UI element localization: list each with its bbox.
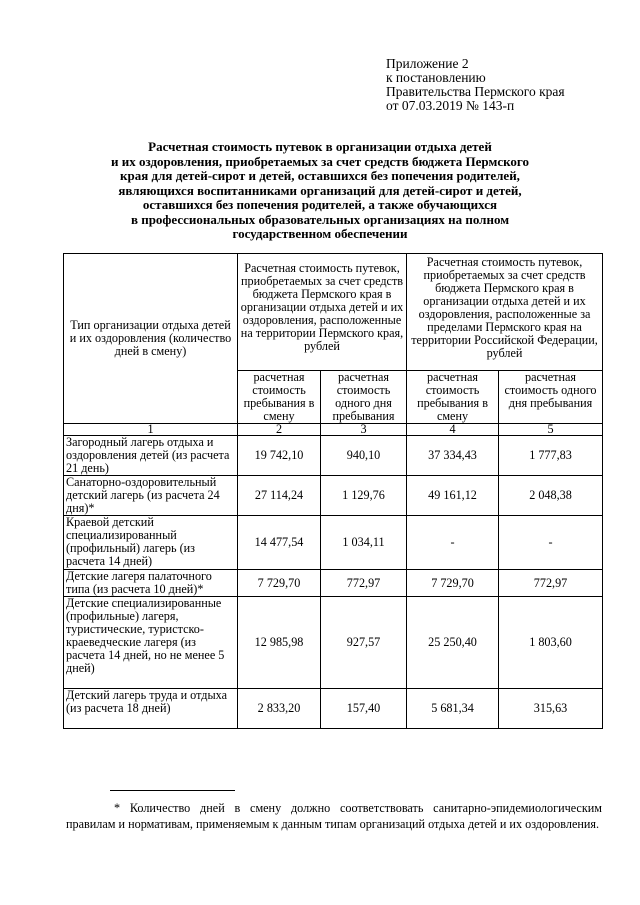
cost-in-shift: 27 114,24 xyxy=(238,476,321,516)
cost-out-shift: 7 729,70 xyxy=(407,570,499,597)
appendix-line: Приложение 2 xyxy=(386,56,469,71)
table-row xyxy=(64,476,603,516)
column-number: 2 xyxy=(238,424,321,436)
cost-table xyxy=(63,253,603,729)
cost-out-day: 2 048,38 xyxy=(499,476,603,516)
cost-out-shift: 25 250,40 xyxy=(407,597,499,689)
column-number-row xyxy=(64,424,603,436)
cost-in-day: 157,40 xyxy=(321,689,407,729)
camp-type: Детские лагеря палаточного типа (из расчета 10 дней)* xyxy=(64,570,238,597)
cost-out-day: 1 777,83 xyxy=(499,436,603,476)
cost-in-day: 1 129,76 xyxy=(321,476,407,516)
title-line: оставшихся без попечения родителей, а также обучающихся xyxy=(142,197,498,212)
subheader-day-cost: расчетная стоимость одного дня пребывания xyxy=(499,371,603,424)
cost-in-shift: 12 985,98 xyxy=(238,597,321,689)
title-line: Расчетная стоимость путевок в организации отдыха детей xyxy=(148,139,492,154)
cost-in-day: 1 034,11 xyxy=(321,516,407,570)
footnote-separator xyxy=(110,790,235,791)
cost-in-shift: 14 477,54 xyxy=(238,516,321,570)
cost-out-shift: 37 334,43 xyxy=(407,436,499,476)
cost-in-day: 940,10 xyxy=(321,436,407,476)
cost-in-shift: 19 742,10 xyxy=(238,436,321,476)
cost-out-shift: - xyxy=(407,516,499,570)
table-row xyxy=(64,516,603,570)
cost-in-day: 927,57 xyxy=(321,597,407,689)
table-row xyxy=(64,689,603,729)
cost-out-day: - xyxy=(499,516,603,570)
table-row xyxy=(64,570,603,597)
footnote: * Количество дней в смену должно соответствовать санитарно-эпидемиологическим правилам и нормативам, применяемым к данным типам организаций отдыха детей и их оздоровления. xyxy=(66,801,602,831)
title-line: в профессиональных образовательных организациях на полном xyxy=(130,211,510,227)
subheader-shift-cost: расчетная стоимость пребывания в смену xyxy=(238,371,321,424)
title-line: и их оздоровления, приобретаемых за счет средств бюджета Пермского xyxy=(110,153,529,169)
title-line: государственном обеспечении xyxy=(232,226,408,241)
column-number: 1 xyxy=(64,424,238,436)
appendix-line: от 07.03.2019 № 143-п xyxy=(386,98,515,113)
camp-type: Краевой детский специализированный (профильный) лагерь (из расчета 14 дней) xyxy=(64,516,238,570)
header-type: Тип организации отдыха детей и их оздоровления (количество дней в смену) xyxy=(64,254,238,424)
header-perm-territory: Расчетная стоимость путевок, приобретаемых за счет средств бюджета Пермского края в организации отдыха детей и их оздоровления, расположенные на территории Пермского края, рублей xyxy=(238,254,407,371)
cost-out-shift: 5 681,34 xyxy=(407,689,499,729)
column-number: 5 xyxy=(499,424,603,436)
title-line: являющихся воспитанниками организаций для детей-сирот и детей, xyxy=(118,182,522,198)
table-row xyxy=(64,436,603,476)
subheader-day-cost: расчетная стоимость одного дня пребывания xyxy=(321,371,407,424)
header-outside-perm: Расчетная стоимость путевок, приобретаемых за счет средств бюджета Пермского края в организации отдыха детей и их оздоровления, расположенные за пределами Пермского края на территории Российской Федерации, рублей xyxy=(407,254,603,371)
cost-out-day: 772,97 xyxy=(499,570,603,597)
subheader-shift-cost: расчетная стоимость пребывания в смену xyxy=(407,371,499,424)
appendix-line: Правительства Пермского края xyxy=(386,84,565,99)
table-header-row xyxy=(64,254,603,371)
document-title xyxy=(60,140,580,242)
camp-type: Детские специализированные (профильные) лагеря, туристические, туристско-краеведческие лагеря (из расчета 14 дней, но не менее 5 дней) xyxy=(64,597,238,689)
cost-in-shift: 2 833,20 xyxy=(238,689,321,729)
appendix-line: к постановлению xyxy=(386,70,486,85)
appendix-header xyxy=(386,57,606,113)
camp-type: Санаторно-оздоровительный детский лагерь (из расчета 24 дня)* xyxy=(64,476,238,516)
cost-out-shift: 49 161,12 xyxy=(407,476,499,516)
cost-in-shift: 7 729,70 xyxy=(238,570,321,597)
cost-out-day: 315,63 xyxy=(499,689,603,729)
camp-type: Детский лагерь труда и отдыха (из расчета 18 дней) xyxy=(64,689,238,729)
column-number: 3 xyxy=(321,424,407,436)
cost-out-day: 1 803,60 xyxy=(499,597,603,689)
column-number: 4 xyxy=(407,424,499,436)
cost-in-day: 772,97 xyxy=(321,570,407,597)
camp-type: Загородный лагерь отдыха и оздоровления детей (из расчета 21 день) xyxy=(64,436,238,476)
table-row xyxy=(64,597,603,689)
title-line: края для детей-сирот и детей, оставшихся без попечения родителей, xyxy=(120,168,520,183)
